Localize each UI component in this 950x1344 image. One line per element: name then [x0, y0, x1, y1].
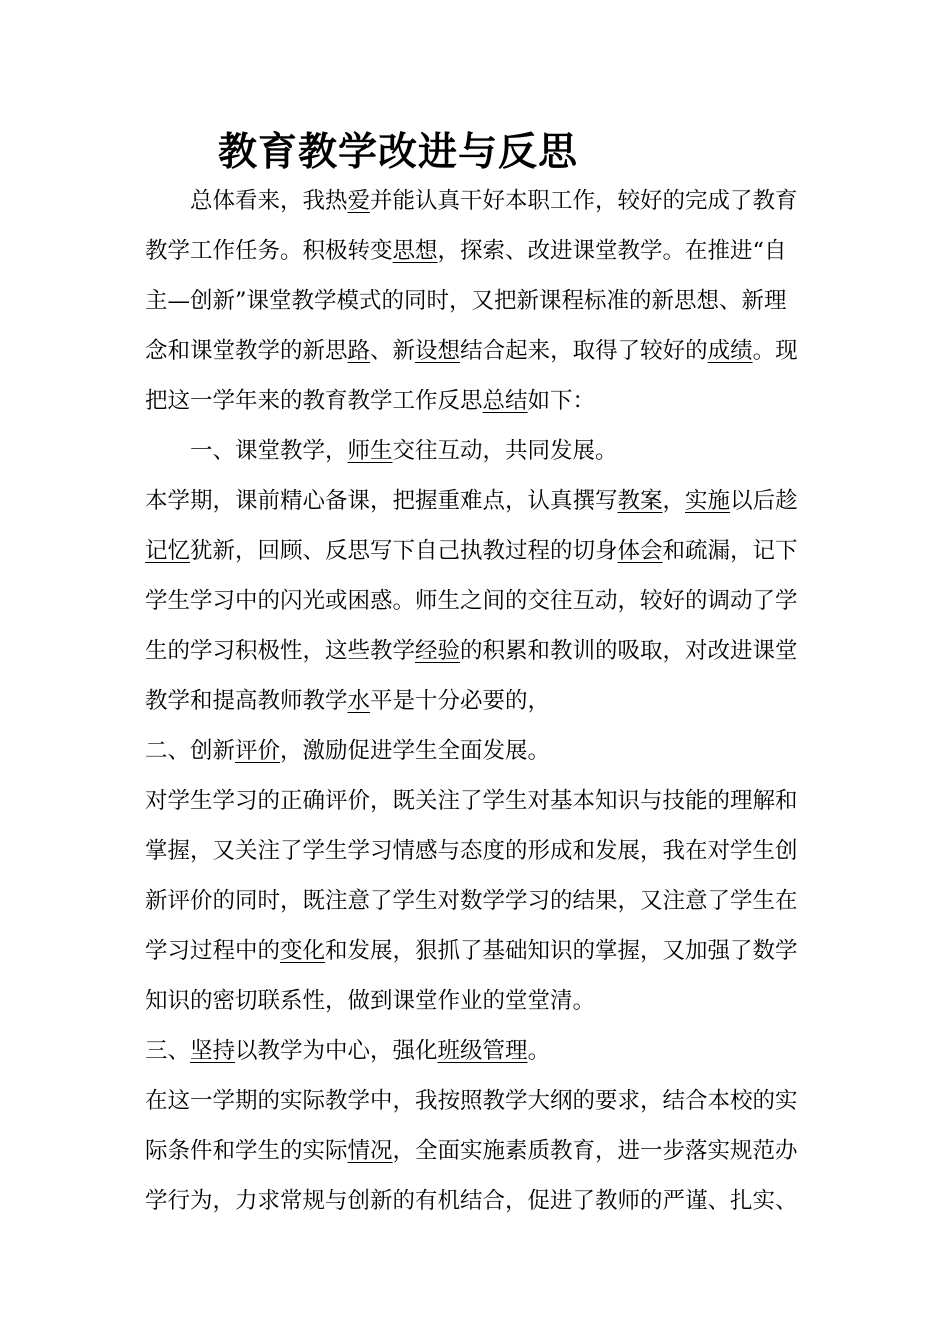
text-line [145, 236, 787, 266]
underlined-text: 记忆 [145, 538, 191, 564]
text-segment: 三、 [145, 1038, 191, 1064]
text-line [145, 986, 595, 1016]
text-segment: 学行为，力求常规与创新的有机结合，促进了教师的严谨、扎实、 [145, 1188, 798, 1214]
text-segment: 和疏漏，记下 [662, 538, 798, 564]
text-line [145, 736, 550, 766]
text-line [145, 786, 798, 816]
underlined-text: 设想 [415, 338, 461, 364]
text-line [145, 686, 550, 716]
underlined-text: 成绩 [707, 338, 753, 364]
underlined-text: 经验 [415, 638, 461, 664]
text-segment: 。现 [752, 338, 798, 364]
text-segment: 念和课堂教学的新思 [145, 338, 348, 364]
underlined-text: 路 [347, 338, 371, 364]
text-segment: 一、课堂教学， [190, 438, 348, 464]
text-line [145, 536, 798, 566]
text-segment: 以教学为中心，强化 [235, 1038, 438, 1064]
text-segment: 本学期，课前精心备课，把握重难点，认真撰写 [145, 488, 618, 514]
text-segment: 犹新，回顾、反思写下自己执教过程的切身 [190, 538, 618, 564]
text-segment: 以后趁 [730, 488, 798, 514]
text-segment: 交往互动，共同发展。 [392, 438, 618, 464]
text-line [145, 586, 798, 616]
text-line [145, 836, 798, 866]
underlined-text: 情况 [347, 1138, 393, 1164]
text-line [190, 436, 618, 466]
text-segment: 的积累和教训的吸取，对改进课堂 [460, 638, 798, 664]
text-segment: 二、创新 [145, 738, 236, 764]
text-line [145, 386, 595, 416]
text-segment: 平是十分必要的， [370, 688, 551, 714]
text-line [145, 1086, 798, 1116]
underlined-text: 教案 [617, 488, 663, 514]
text-segment: 并能认真干好本职工作，较好的完成了教育 [370, 188, 798, 214]
text-line [190, 186, 798, 216]
text-segment: 教学工作任务。积极转变 [145, 238, 393, 264]
document-title: 教育教学改进与反思 [218, 129, 579, 175]
underlined-text: 总结 [482, 388, 528, 414]
text-segment: 教学和提高教师教学 [145, 688, 348, 714]
text-segment: 际条件和学生的实际 [145, 1138, 348, 1164]
text-segment: 。 [527, 1038, 551, 1064]
text-segment: 对学生学习的正确评价，既关注了学生对基本知识与技能的理解和 [145, 788, 798, 814]
underlined-text: 体会 [617, 538, 663, 564]
underlined-text: 班级管理 [437, 1038, 528, 1064]
underlined-text: 实施 [685, 488, 731, 514]
text-line [145, 1036, 550, 1066]
text-line [145, 336, 798, 366]
text-segment: ，全面实施素质教育，进一步落实规范办 [392, 1138, 798, 1164]
text-line [145, 286, 787, 316]
text-segment: 总体看来，我热 [190, 188, 348, 214]
text-segment: 和发展，狠抓了基础知识的掌握，又加强了数学 [325, 938, 798, 964]
underlined-text: 思想 [392, 238, 438, 264]
underlined-text: 水 [347, 688, 371, 714]
text-line [145, 936, 798, 966]
text-segment: 生的学习积极性，这些教学 [145, 638, 416, 664]
text-segment: ，探索、改进课堂教学。在推进“自 [437, 238, 787, 264]
text-segment: 掌握，又关注了学生学习情感与态度的形成和发展，我在对学生创 [145, 838, 798, 864]
underlined-text: 坚持 [190, 1038, 236, 1064]
underlined-text: 爱 [347, 188, 371, 214]
text-segment: 把这一学年来的教育教学工作反思 [145, 388, 483, 414]
text-line [145, 1186, 798, 1216]
underlined-text: 评价 [235, 738, 281, 764]
text-segment: 学习过程中的 [145, 938, 281, 964]
underlined-text: 师生 [347, 438, 393, 464]
text-segment: ，激励促进学生全面发展。 [280, 738, 551, 764]
text-line [145, 636, 798, 666]
text-segment: 主—创新”课堂教学模式的同时，又把新课程标准的新思想、新理 [145, 288, 787, 314]
text-segment: 新评价的同时，既注意了学生对数学学习的结果，又注意了学生在 [145, 888, 798, 914]
text-segment: 结合起来，取得了较好的 [460, 338, 708, 364]
text-line [145, 486, 798, 516]
text-line [145, 886, 798, 916]
text-segment: 、新 [370, 338, 416, 364]
text-segment: ， [662, 488, 686, 514]
text-segment: 知识的密切联系性，做到课堂作业的堂堂清。 [145, 988, 596, 1014]
text-segment: 在这一学期的实际教学中，我按照教学大纲的要求，结合本校的实 [145, 1088, 798, 1114]
underlined-text: 变化 [280, 938, 326, 964]
text-segment: 学生学习中的闪光或困惑。师生之间的交往互动，较好的调动了学 [145, 588, 798, 614]
text-line [145, 1136, 798, 1166]
text-segment: 如下： [527, 388, 596, 414]
